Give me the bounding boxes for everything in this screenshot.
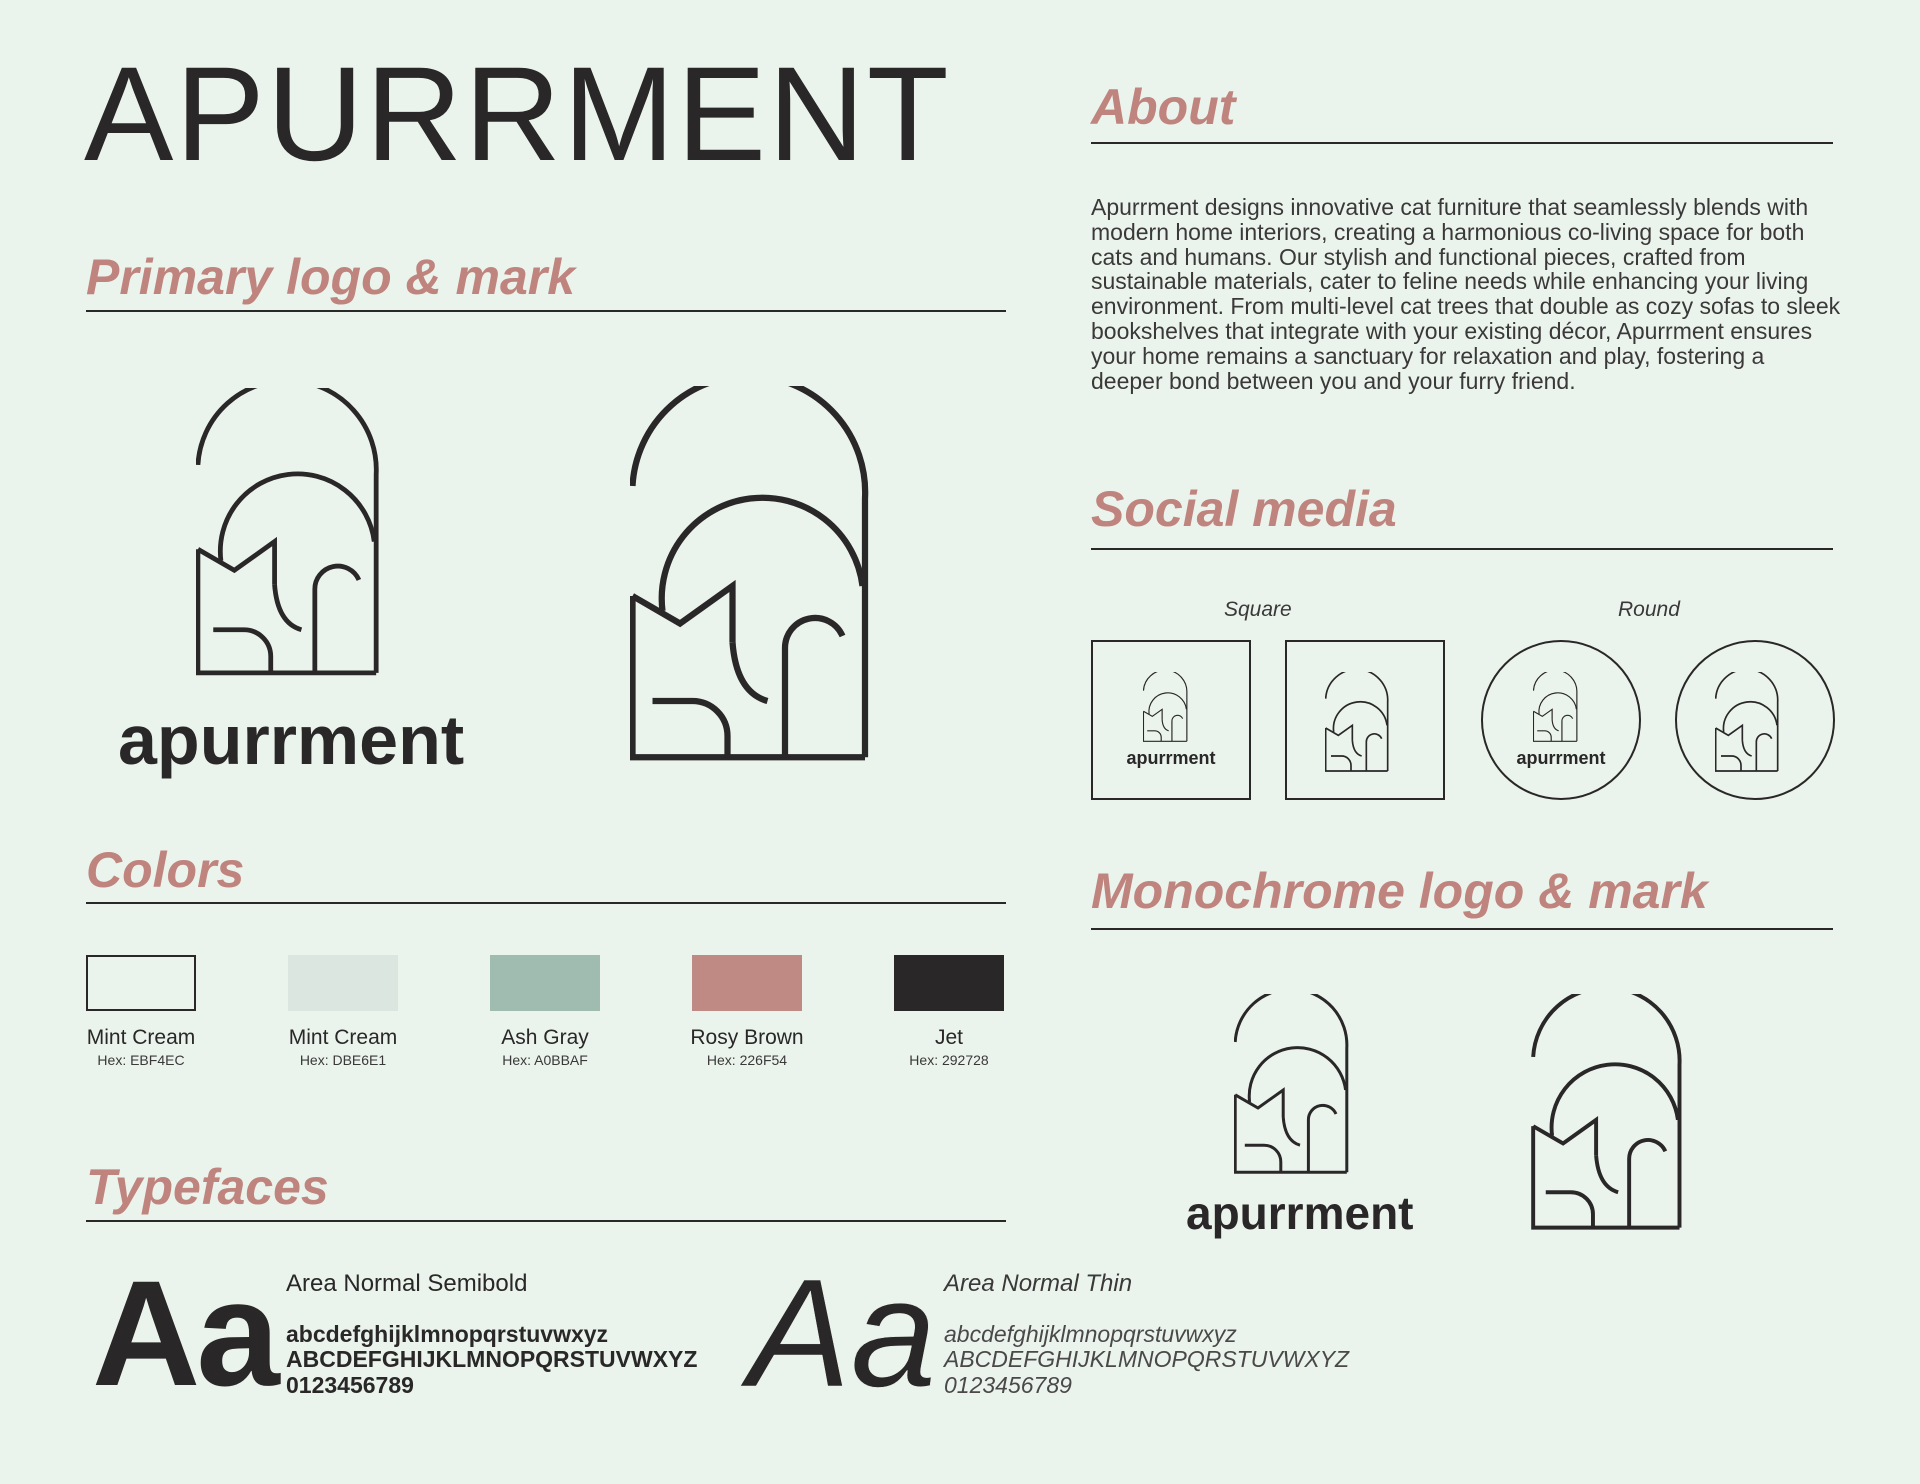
- section-title-colors: Colors: [86, 842, 245, 898]
- section-title-about: About: [1091, 79, 1236, 135]
- typeface-sample-thin: Aa: [748, 1247, 937, 1419]
- color-swatch: [288, 955, 398, 1011]
- color-hex: Hex: A0BBAF: [502, 1052, 588, 1068]
- section-title-primary: Primary logo & mark: [86, 249, 576, 305]
- about-body: Apurrment designs innovative cat furniture that seamlessly blends with modern home interiors, creating a harmonious co-living space for both cats and humans. Our stylish and functional pieces, crafted from sustainable materials, cater to feline needs while enhancing your living environment. From multi-level cat trees that double as cozy sofas to sleek bookshelves that integrate with your existing décor, Apurrment ensures your home remains a sanctuary for relaxation and play, fostering a deeper bond between you and your furry friend.: [1091, 194, 1841, 394]
- color-name: Mint Cream: [288, 1026, 398, 1049]
- color-name: Ash Gray: [501, 1026, 589, 1049]
- typeface-digits-semibold: 0123456789: [286, 1372, 414, 1398]
- section-title-typefaces: Typefaces: [86, 1159, 329, 1215]
- monochrome-wordmark: apurrment: [1186, 1187, 1414, 1239]
- social-wordmark: apurrment: [1126, 748, 1216, 768]
- cat-arch-icon: [1533, 672, 1589, 742]
- typeface-sample-semibold: Aa: [92, 1249, 276, 1417]
- color-name: Mint Cream: [86, 1026, 196, 1049]
- typeface-lowercase-semibold: abcdefghijklmnopqrstuvwxyz: [286, 1321, 609, 1347]
- social-wordmark: apurrment: [1516, 748, 1606, 768]
- social-round-avatar-mark: [1675, 640, 1835, 800]
- divider: [1091, 548, 1833, 550]
- cat-arch-icon: [1234, 994, 1378, 1174]
- cat-arch-icon: [196, 388, 426, 676]
- color-swatch: [490, 955, 600, 1011]
- cat-arch-icon: [1143, 672, 1199, 742]
- color-hex: Hex: DBE6E1: [299, 1052, 387, 1068]
- primary-wordmark: apurrment: [118, 701, 465, 779]
- social-round-label: Round: [1618, 598, 1680, 621]
- color-hex: Hex: 292728: [909, 1052, 989, 1068]
- color-swatch: [86, 955, 196, 1011]
- divider: [1091, 142, 1833, 144]
- brand-title: APURRMENT: [84, 40, 951, 189]
- cat-arch-icon: [630, 386, 930, 761]
- section-title-social: Social media: [1091, 481, 1397, 537]
- divider: [86, 1220, 1006, 1222]
- color-swatch: [894, 955, 1004, 1011]
- section-title-monochrome: Monochrome logo & mark: [1091, 863, 1708, 919]
- social-square-label: Square: [1224, 598, 1292, 621]
- typeface-uppercase-semibold: ABCDEFGHIJKLMNOPQRSTUVWXYZ: [286, 1346, 698, 1372]
- cat-arch-icon: [1325, 672, 1405, 772]
- typeface-digits-thin: 0123456789: [944, 1372, 1072, 1398]
- color-hex: Hex: EBF4EC: [97, 1052, 185, 1068]
- typeface-name-thin: Area Normal Thin: [944, 1270, 1133, 1297]
- color-name: Rosy Brown: [690, 1026, 804, 1049]
- cat-arch-icon: [1715, 672, 1795, 772]
- cat-arch-icon: [1528, 994, 1724, 1230]
- typeface-lowercase-thin: abcdefghijklmnopqrstuvwxyz: [944, 1321, 1237, 1347]
- color-hex: Hex: 226F54: [706, 1052, 788, 1068]
- social-round-avatar-wordmark: [1481, 640, 1641, 800]
- divider: [1091, 928, 1833, 930]
- divider: [86, 902, 1006, 904]
- social-square-avatar-wordmark: [1091, 640, 1251, 800]
- typeface-uppercase-thin: ABCDEFGHIJKLMNOPQRSTUVWXYZ: [944, 1346, 1350, 1372]
- typeface-name-semibold: Area Normal Semibold: [286, 1270, 528, 1297]
- divider: [86, 310, 1006, 312]
- color-swatch: [692, 955, 802, 1011]
- social-square-avatar-mark: [1285, 640, 1445, 800]
- color-name: Jet: [934, 1026, 963, 1049]
